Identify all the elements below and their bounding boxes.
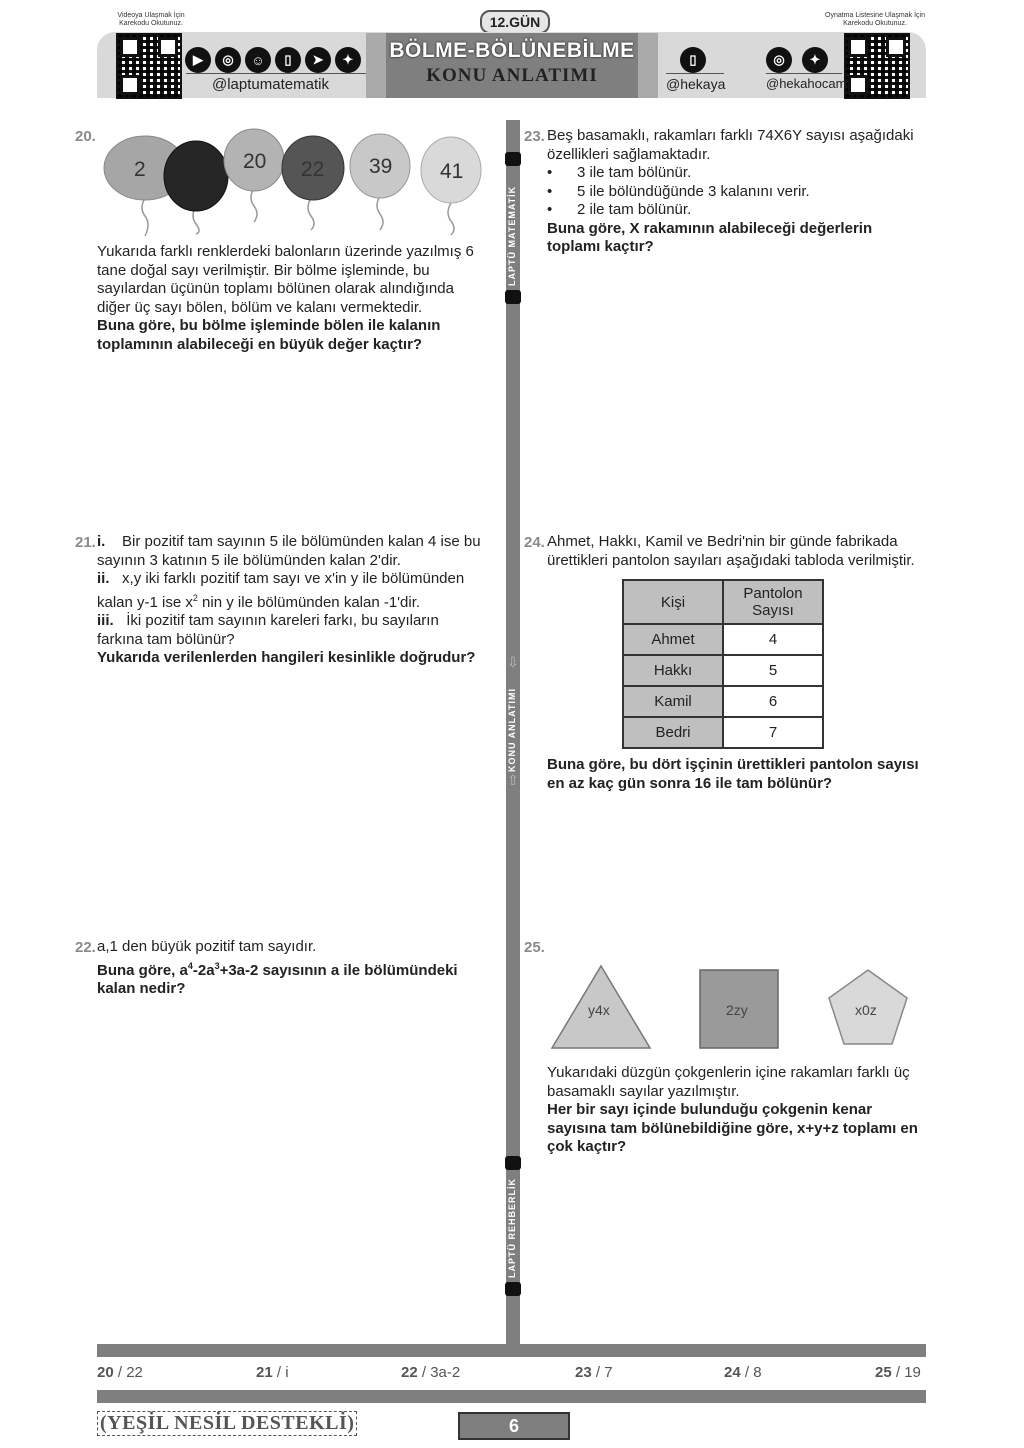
question-20-body: Yukarıda farklı renklerdeki balonların üzerinde yazılmış 6 tane doğal sayı verilmiştir. Bir bölme işleminde, bu sayılardan üçünün toplamı bölünen olarak alındığında diğer üç sayı bölen, bölüm ve kalanı vermektedir.	[97, 243, 474, 316]
twitch-icon[interactable]: ▯	[275, 47, 301, 73]
pentagon-label: x0z	[855, 1002, 877, 1018]
question-20-prompt: Buna göre, bu bölme işleminde bölen ile kalanın toplamının alabileceği en büyük değer kaçtır?	[97, 317, 441, 353]
telegram-icon[interactable]: ➤	[305, 47, 331, 73]
youtube-icon[interactable]: ▶	[185, 47, 211, 73]
statement-label: iii.	[97, 612, 114, 629]
table-row	[623, 717, 823, 748]
statement-ii	[97, 570, 482, 612]
sidebar-marker	[505, 1156, 521, 1170]
qr-code-left[interactable]	[116, 33, 182, 99]
qr-left-caption: Videoya Ulaşmak İçin Karekodu Okutunuz.	[117, 12, 185, 27]
statement-label: i.	[97, 533, 106, 550]
superscript: 2	[192, 592, 198, 603]
question-22-prompt	[97, 957, 482, 999]
question-21-text	[97, 533, 482, 668]
sidebar-label-mid: KONU ANLATIMI	[507, 688, 517, 772]
question-number: 22.	[75, 939, 96, 956]
question-21-prompt: Yukarıda verilenlerden hangileri kesinlikle doğrudur?	[97, 649, 476, 666]
question-number: 21.	[75, 534, 96, 551]
day-badge	[480, 10, 550, 34]
prompt-part: Buna göre, a	[97, 961, 188, 979]
table-header-row	[623, 580, 823, 624]
question-number: 23.	[524, 128, 545, 145]
question-24-text: Ahmet, Hakkı, Kamil ve Bedri'nin bir günde fabrikada ürettikleri pantolon sayıları aşağıdaki tabloda verilmiştir.	[547, 533, 915, 569]
square-label: 2zy	[726, 1002, 748, 1018]
question-25-text	[547, 1064, 932, 1157]
sidebar-marker	[505, 152, 521, 166]
bullet-item	[547, 201, 929, 220]
arrow-down-icon: ⇩	[507, 654, 519, 670]
balloon-shape	[164, 141, 228, 211]
bullet-icon: •	[547, 182, 553, 200]
statement-label: ii.	[97, 570, 110, 587]
statement-text: nin y ile bölümünden kalan -1'dir.	[197, 593, 421, 611]
statement-text: x,y iki farklı pozitif tam sayı ve x'in y ile bölümünden kalan y-1 ise x	[97, 570, 465, 611]
portrait-left	[366, 33, 386, 98]
superscript: 4	[187, 960, 193, 971]
handle-hekaya[interactable]: @hekaya	[666, 76, 726, 92]
balloon-label: 39	[369, 155, 393, 178]
qr-code-right[interactable]	[844, 33, 910, 99]
social-icons-right	[766, 47, 828, 73]
bullet-text: 5 ile bölündüğünde 3 kalanını verir.	[577, 182, 810, 200]
page-title: BÖLME-BÖLÜNEBİLME	[389, 39, 635, 62]
answer-item: 25 / 19	[875, 1364, 921, 1381]
table-cell: 4	[723, 624, 823, 655]
prompt-part: -2a	[192, 961, 215, 979]
answer-item: 23 / 7	[575, 1364, 613, 1381]
footer-slogan: (YEŞİL NESİL DESTEKLİ)	[97, 1411, 357, 1436]
prompt-part: +3a-2 sayısının a ile bölümündeki kalan nedir?	[97, 961, 458, 997]
discord-icon[interactable]: ☺	[245, 47, 271, 73]
answer-value: 8	[753, 1364, 762, 1381]
answer-number: 24	[724, 1364, 741, 1381]
day-label: 12.GÜN	[489, 14, 541, 30]
twitter-icon[interactable]: ✦	[335, 47, 361, 73]
polygon-figure	[548, 962, 918, 1054]
balloon-label: 41	[440, 160, 464, 183]
table-cell: Ahmet	[623, 624, 723, 655]
qr-right-caption: Oynatma Listesine Ulaşmak İçin Karekodu Okutunuz.	[825, 12, 925, 27]
statement-text: İki pozitif tam sayının kareleri farkı, bu sayıların farkına tam bölünür?	[97, 612, 439, 648]
bullet-icon: •	[547, 164, 553, 181]
statement-text: Bir pozitif tam sayının 5 ile bölümünden kalan 4 ise bu sayının 3 katının 5 ile bölümünden kalan 2'dir.	[97, 533, 481, 569]
balloon-label: 22	[301, 158, 325, 181]
answer-item: 22 / 3a-2	[401, 1364, 461, 1381]
sidebar-marker	[505, 290, 521, 304]
statement-iii	[97, 612, 482, 649]
table-cell: 5	[723, 655, 823, 686]
answer-item: 20 / 22	[97, 1364, 143, 1381]
balloon	[282, 136, 344, 230]
instagram-icon[interactable]: ◎	[766, 47, 792, 73]
answer-number: 22	[401, 1364, 418, 1381]
answer-number: 25	[875, 1364, 892, 1381]
answer-value: 22	[126, 1364, 143, 1381]
question-number: 25.	[524, 939, 545, 956]
sidebar-label-top: LAPTÜ MATEMATİK	[507, 185, 517, 286]
question-22-text	[97, 938, 482, 999]
answer-key	[97, 1364, 926, 1384]
table-cell: Kamil	[623, 686, 723, 717]
table-row	[623, 655, 823, 686]
table-header: Kişi	[623, 580, 723, 624]
balloon-figure	[98, 128, 488, 240]
twitter-icon[interactable]: ✦	[802, 47, 828, 73]
answer-value: i	[285, 1364, 289, 1381]
table-cell: Bedri	[623, 717, 723, 748]
production-table	[622, 579, 824, 749]
handle-laptumatematik[interactable]: @laptumatematik	[212, 76, 329, 93]
table-header: Pantolon Sayısı	[723, 580, 823, 624]
question-22-body: a,1 den büyük pozitif tam sayıdır.	[97, 938, 317, 955]
answer-bar-bottom	[97, 1390, 926, 1403]
page-number: 6	[458, 1412, 570, 1440]
table-cell: 7	[723, 717, 823, 748]
superscript: 3	[214, 960, 220, 971]
question-25-body: Yukarıdaki düzgün çokgenlerin içine rakamları farklı üç basamaklı sayılar yazılmıştır.	[547, 1064, 910, 1100]
bullet-text: 2 ile tam bölünür.	[577, 201, 692, 218]
answer-number: 20	[97, 1364, 114, 1381]
bullet-item	[547, 164, 929, 183]
divider	[766, 73, 842, 74]
bullet-icon: •	[547, 201, 553, 218]
question-23-body: Beş basamaklı, rakamları farklı 74X6Y sayısı aşağıdaki özellikleri sağlamaktadır.	[547, 127, 914, 163]
bullet-item	[547, 183, 929, 202]
table-cell: 6	[723, 686, 823, 717]
sidebar-label-bottom: LAPTÜ REHBERLİK	[507, 1178, 517, 1278]
social-icons-left	[185, 47, 361, 73]
answer-value: 19	[904, 1364, 921, 1381]
answer-bar-top	[97, 1344, 926, 1357]
page-subtitle: KONU ANLATIMI	[426, 65, 598, 86]
balloon	[350, 134, 410, 230]
bullet-text: 3 ile tam bölünür.	[577, 164, 692, 181]
instagram-icon[interactable]: ◎	[215, 47, 241, 73]
table-row	[623, 624, 823, 655]
answer-number: 23	[575, 1364, 592, 1381]
balloon	[164, 141, 228, 234]
question-24-prompt: Buna göre, bu dört işçinin ürettikleri pantolon sayısı en az kaç gün sonra 16 ile tam bölünür?	[547, 756, 919, 792]
question-25-prompt: Her bir sayı içinde bulunduğu çokgenin kenar sayısına tam bölünebildiğine göre, x+y+z toplamı en çok kaçtır?	[547, 1101, 918, 1155]
triangle-label: y4x	[588, 1002, 610, 1018]
question-20-text	[97, 243, 482, 354]
sidebar-marker	[505, 1282, 521, 1296]
question-number: 24.	[524, 534, 545, 551]
divider	[186, 73, 366, 74]
answer-value: 7	[604, 1364, 613, 1381]
answer-value: 3a-2	[430, 1364, 461, 1381]
twitch-icon[interactable]: ▯	[680, 47, 706, 73]
table-cell: Hakkı	[623, 655, 723, 686]
balloon	[421, 137, 481, 235]
balloon-label: 2	[134, 158, 146, 181]
question-23-text	[547, 127, 929, 257]
balloon	[224, 129, 284, 222]
answer-item: 24 / 8	[724, 1364, 762, 1381]
title-block	[386, 33, 638, 98]
arrow-up-icon: ⇧	[507, 772, 519, 788]
statement-i	[97, 533, 482, 570]
table-row	[623, 686, 823, 717]
portrait-right	[638, 33, 658, 98]
answer-number: 21	[256, 1364, 273, 1381]
question-23-prompt: Buna göre, X rakamının alabileceği değerlerin toplamı kaçtır?	[547, 219, 873, 255]
balloon-label: 20	[243, 150, 267, 173]
handle-hekahocam[interactable]: @hekahocam	[766, 76, 847, 91]
divider	[666, 73, 724, 74]
answer-item: 21 / i	[256, 1364, 289, 1381]
question-number: 20.	[75, 128, 96, 145]
